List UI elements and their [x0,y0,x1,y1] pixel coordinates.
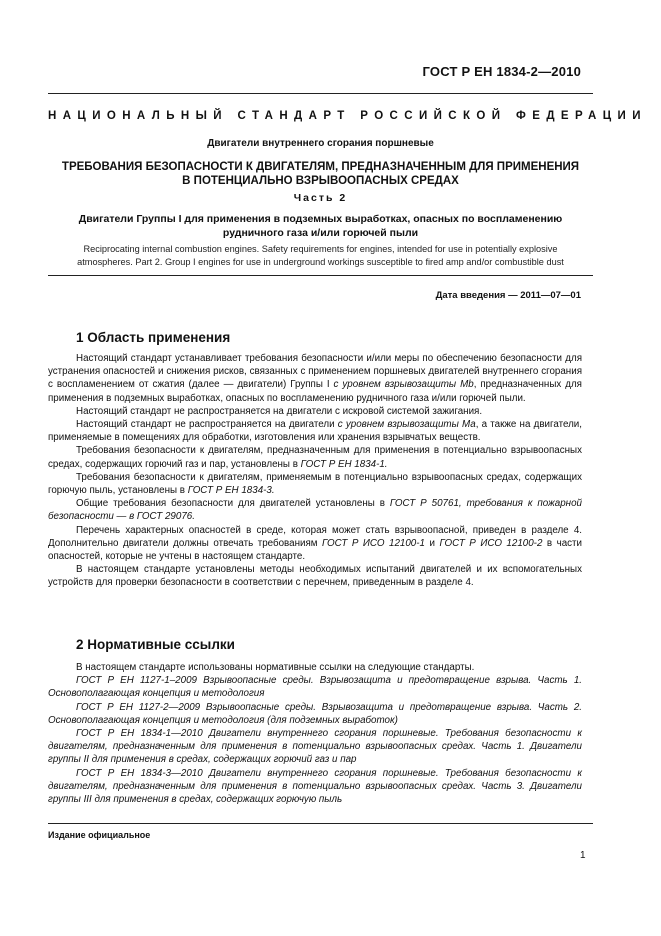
paragraph: В настоящем стандарте использованы нормативные ссылки на следующие стандарты. [76,662,475,673]
part-title-line-2: рудничного газа и/или горючей пыли [222,227,419,239]
paragraph: В настоящем стандарте установлены методы необходимых испытаний двигателей и их вспомогательных устройств для проверки безопасности в соответствии с перечнем, приведенным в разделе 4. [48,564,582,589]
section-2-body [48,661,582,806]
reference-item: ГОСТ Р ЕН 1834-3—2010 Двигатели внутреннего сгорания поршневые. Требования безопасности к двигателям, предназначенным для применения в потенциально взрывоопасных средах. Часть 3. Двигатели группы III для применения в средах, содержащих горючую пыль [48,767,582,806]
document-subtitle: Двигатели внутреннего сгорания поршневые [207,138,434,149]
reference-item: ГОСТ Р ЕН 1834-1—2010 Двигатели внутреннего сгорания поршневые. Требования безопасности к двигателям, предназначенным для применения в потенциально взрывоопасных средах. Часть 1. Двигатели группы II для применения в средах, содержащих горючий газ и пар [48,728,582,766]
section-1-heading: 1 Область применения [76,330,231,345]
national-standard-banner: НАЦИОНАЛЬНЫЙ СТАНДАРТ РОССИЙСКОЙ ФЕДЕРАЦИИ [48,110,647,122]
top-divider [48,93,593,94]
english-title-line-1: Reciprocating internal combustion engines. Safety requirements for engines, intended for use in potentially explosive [83,244,558,254]
english-title-line-2: atmospheres. Part 2. Group I engines for use in underground workings susceptible to fired amp and/or combustible dust [77,257,564,267]
title-line-2: В ПОТЕНЦИАЛЬНО ВЗРЫВООПАСНЫХ СРЕДАХ [182,175,459,187]
paragraph: Настоящий стандарт не распространяется на двигатели с уровнем взрывозащиты Ма, а также на двигатели, применяемые в помещениях для обработки, изготовления или хранения взрывчатых веществ. [48,419,582,444]
part-title [48,212,593,240]
official-edition-label: Издание официальное [48,830,151,840]
paragraph: Настоящий стандарт не распространяется на двигатели с искровой системой зажигания. [76,405,483,417]
title-line-1: ТРЕБОВАНИЯ БЕЗОПАСНОСТИ К ДВИГАТЕЛЯМ, ПРЕДНАЗНАЧЕННЫМ ДЛЯ ПРИМЕНЕНИЯ [61,161,580,173]
paragraph: Требования безопасности к двигателям, предназначенным для применения в потенциально взрывоопасных средах, содержащих горючий газ и пар, установлены в ГОСТ Р ЕН 1834-1. [48,445,582,470]
section-2-heading: 2 Нормативные ссылки [76,637,235,652]
part-title-line-1: Двигатели Группы I для применения в подземных выработках, опасных по воспламенению [78,213,563,225]
paragraph: Настоящий стандарт устанавливает требования безопасности и/или меры по обеспечению безопасности для устранения опасностей и снижения рисков, связанных с применением поршневых двигателей внутреннего сгорания с воспламенением от сжатия (далее — двигатели) Группы I с уровнем взрывозащиты Mb, предназначенных для применения в подземных выработках, опасных по воспламенению рудничного газа и/или горючей пыли. [48,353,582,404]
document-code: ГОСТ Р ЕН 1834-2—2010 [422,64,581,79]
paragraph: Общие требования безопасности для двигателей установлены в ГОСТ Р 50761, требования к пожарной безопасности — в ГОСТ 29076. [48,498,582,523]
paragraph: Перечень характерных опасностей в среде, которая может стать взрывоопасной, приведен в разделе 4. Дополнительно двигатели должны отвечать требованиям ГОСТ Р ИСО 12100-1 и ГОСТ Р ИСО 12100-2 в части опасностей, которые не учтены в настоящем стандарте. [48,524,583,563]
reference-item: ГОСТ Р ЕН 1127-1–2009 Взрывоопасные среды. Взрывозащита и предотвращение взрыва. Часть 1. Основополагающая концепция и методология [48,675,582,700]
footer-divider [48,823,593,824]
english-title [48,243,593,269]
document-title [48,160,593,188]
section-1-body [48,352,582,590]
page-number: 1 [580,850,586,861]
reference-item: ГОСТ Р ЕН 1127-2—2009 Взрывоопасные среды. Взрывозащита и предотвращение взрыва. Часть 2. Основополагающая концепция и методология (для подземных выработок) [48,701,582,726]
part-label: Часть 2 [293,192,348,204]
title-divider [48,275,593,276]
introduction-date: Дата введения — 2011—07—01 [435,290,581,301]
paragraph: Требования безопасности к двигателям, применяемым в потенциально взрывоопасных средах, содержащих горючую пыль, установлены в ГОСТ Р ЕН 1834-3. [48,471,582,497]
